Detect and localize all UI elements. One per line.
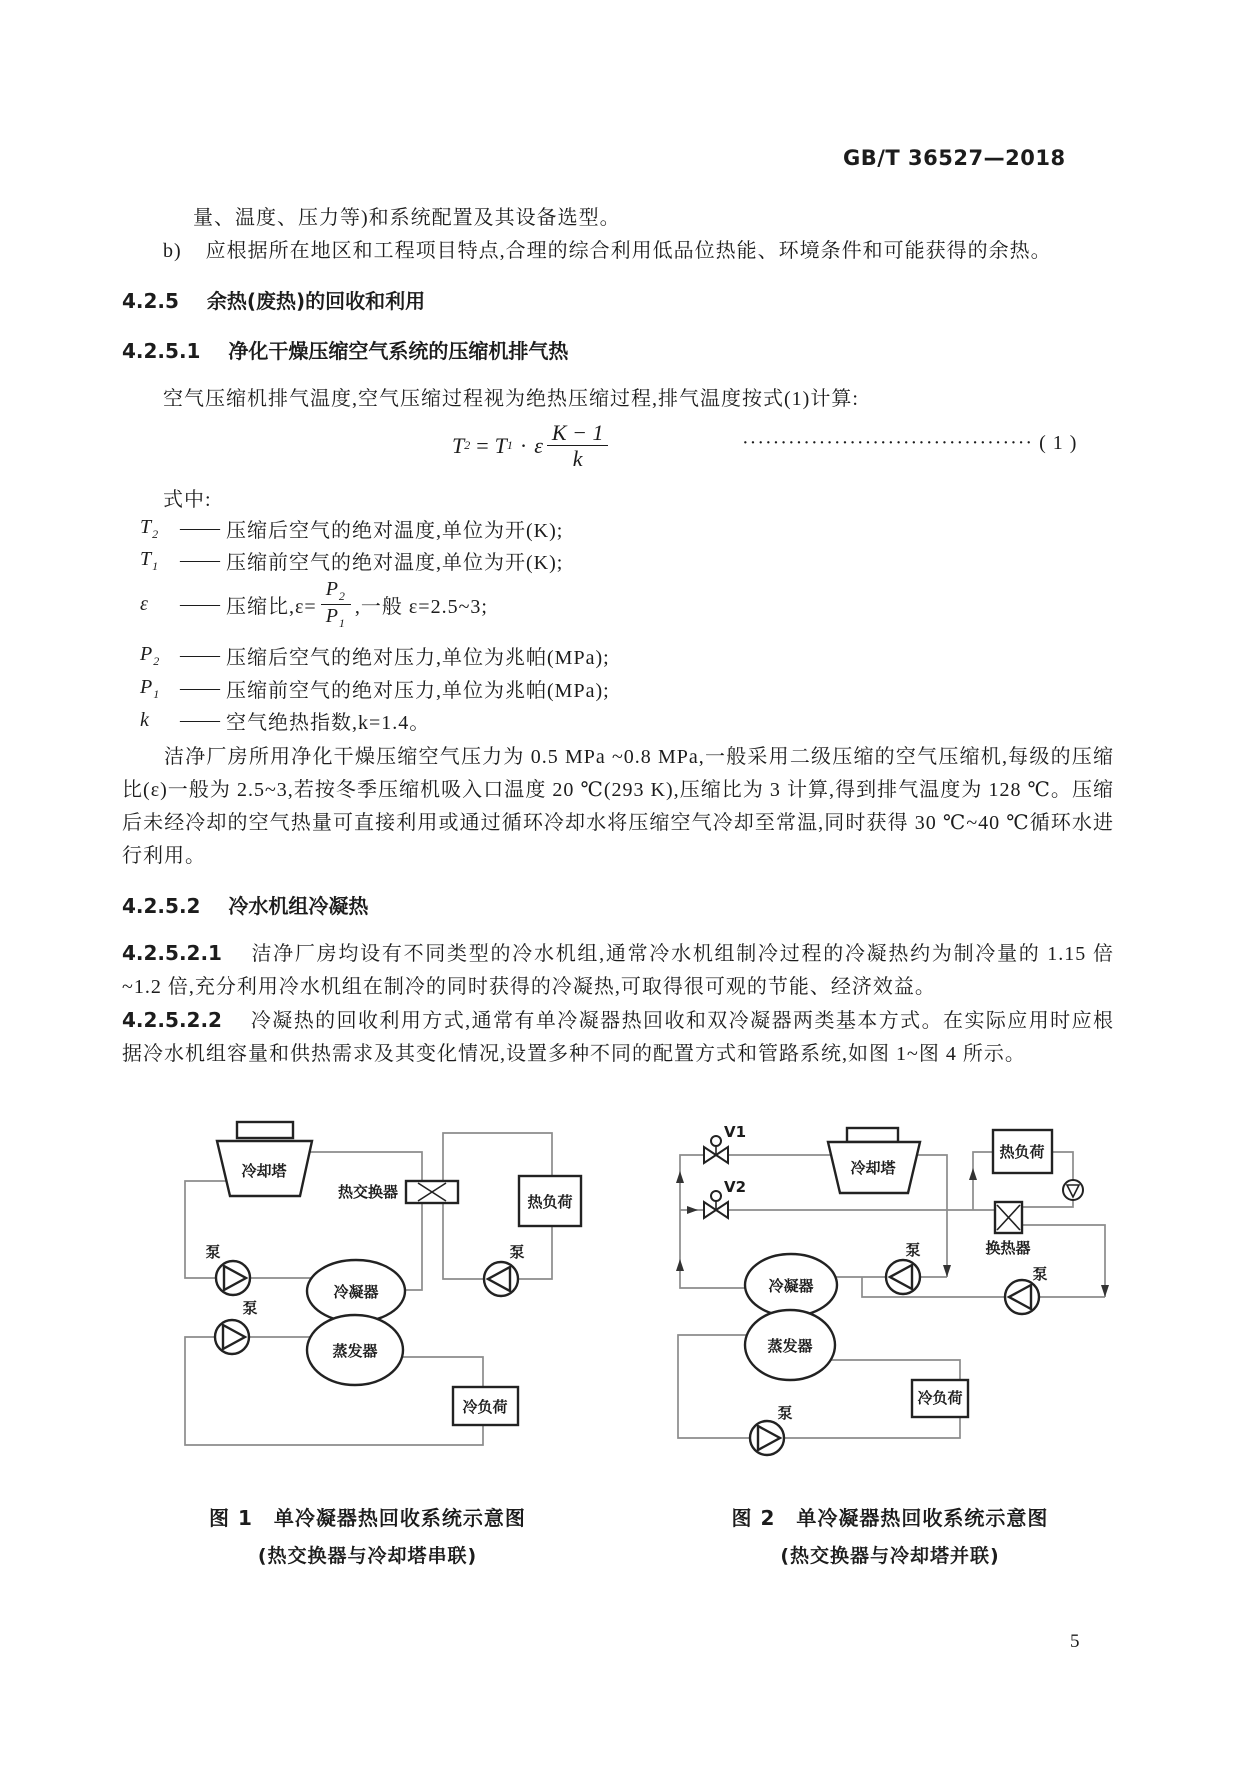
fig1-condenser-label: 冷凝器 — [333, 1283, 379, 1301]
heading-4-2-5-1 — [122, 335, 568, 364]
fig1-pump-label-3: 泵 — [509, 1243, 525, 1261]
fig2-pump-label-1: 泵 — [905, 1241, 921, 1259]
eq-operator: · — [519, 432, 528, 458]
fig1-pump-condenser-water — [205, 1243, 250, 1295]
clause-4-2-5-2-1-text: 洁净厂房均设有不同类型的冷水机组,通常冷水机组制冷过程的冷凝热约为制冷量的 1.15 倍~1.2 倍,充分利用冷水机组在制冷的同时获得的冷凝热,可取得很可观的节能、经济效益。 — [122, 943, 1115, 998]
clause-4-2-5-2-2-text: 冷凝热的回收利用方式,通常有单冷凝器热回收和双冷凝器两类基本方式。在实际应用时应根据冷水机组容量和供热需求及其变化情况,设置多种不同的配置方式和管路系统,如图 1~图 4 所示。 — [122, 1010, 1115, 1065]
heading-4-2-5-2 — [122, 890, 368, 919]
fig1-cooling-load — [453, 1387, 518, 1425]
fig2-heat-load — [993, 1130, 1052, 1173]
fig2-arrow-down-right — [1101, 1285, 1109, 1297]
list-item-b-text: 应根据所在地区和工程项目特点,合理的综合利用低品位热能、环境条件和可能获得的余热。 — [205, 240, 1052, 262]
eq-rhs: T — [494, 432, 507, 458]
eq-equals: = — [476, 432, 489, 458]
fig1-condenser — [307, 1260, 405, 1322]
heading-4-2-5-1-number: 4.2.5.1 — [122, 339, 201, 363]
fig2-valve-v2-label: V2 — [724, 1178, 747, 1196]
equation-dots: ······································ — [742, 432, 1034, 454]
fig2-pump-label-3: 泵 — [777, 1404, 793, 1422]
eq-fraction-numerator: K − 1 — [551, 420, 604, 445]
where-row-t2: $T_2$ —— 压缩后空气的绝对温度,单位为开(K); — [140, 515, 564, 542]
fig2-arrow-up-1 — [676, 1171, 684, 1183]
figure-1-diagram — [140, 1085, 600, 1480]
fig1-evaporator — [307, 1315, 403, 1385]
paragraph-compressed-air: 洁净厂房所用净化干燥压缩空气压力为 0.5 MPa ~0.8 MPa,一般采用二级压缩的空气压缩机,每级的压缩比(ε)一般为 2.5~3,若按冬季压缩机吸入口温度 20 ℃(293 K),压缩比为 3 计算,得到排气温度为 128 ℃。压缩后未经冷却的空气热量可直接利用或通过循环冷却水将压缩空气冷却至常温,同时获得 30 ℃~40 ℃循环水进行利用。 — [122, 746, 1114, 867]
fig1-heat-load — [519, 1176, 581, 1226]
clause-4-2-5-2-2-number: 4.2.5.2.2 — [122, 1008, 222, 1032]
formula-intro: 空气压缩机排气温度,空气压缩过程视为绝热压缩过程,排气温度按式(1)计算: — [163, 388, 859, 410]
fig2-pump-small — [1063, 1180, 1083, 1200]
fig1-cooling-tower-label: 冷却塔 — [241, 1162, 287, 1180]
heading-4-2-5 — [122, 285, 425, 314]
fig1-pipe-evap-coolload — [402, 1357, 483, 1387]
figure-1-caption: 图 1 单冷凝器热回收系统示意图 — [209, 1506, 526, 1530]
fig2-valve-v2 — [704, 1178, 746, 1218]
where-row-p1: $P_1$ —— 压缩前空气的绝对压力,单位为兆帕(MPa); — [140, 675, 610, 702]
fig2-cooling-tower-label: 冷却塔 — [850, 1159, 896, 1177]
fig2-heat-exchanger-label: 换热器 — [985, 1239, 1031, 1257]
figure-2-diagram — [620, 1085, 1160, 1485]
figure-1-subcaption: (热交换器与冷却塔串联) — [257, 1545, 478, 1567]
list-item-b-label: b) — [163, 240, 182, 262]
fig2-condenser-label: 冷凝器 — [768, 1277, 814, 1295]
eq-fraction-denominator: k — [547, 445, 609, 471]
clause-4-2-5-2-1-number: 4.2.5.2.1 — [122, 941, 222, 965]
fig2-pipe-tower-down — [917, 1155, 947, 1277]
fig1-cooling-load-label: 冷负荷 — [462, 1398, 508, 1416]
fig2-evaporator-label: 蒸发器 — [767, 1337, 813, 1355]
fig2-pump-chilled-water — [750, 1404, 793, 1455]
heading-4-2-5-number: 4.2.5 — [122, 289, 179, 313]
fig2-arrow-down-tower — [943, 1265, 951, 1277]
epsilon-fraction: $\frac{P_2}{P_1}$ — [321, 578, 351, 631]
fig2-condenser — [745, 1254, 837, 1316]
fig2-pipe-condenser-v1 — [680, 1155, 745, 1288]
equation-1: T 2 = T 1 · ε $\frac{K - 1}{k}$ — [452, 420, 612, 472]
where-label: 式中: — [163, 489, 212, 511]
eq-lhs: T — [452, 432, 465, 458]
page-number: 5 — [1070, 1631, 1080, 1652]
fig2-heat-load-label: 热负荷 — [999, 1143, 1045, 1161]
fig2-pump-label-2: 泵 — [1032, 1265, 1048, 1283]
heading-4-2-5-2-title: 冷水机组冷凝热 — [228, 894, 369, 918]
list-item-b — [163, 234, 1123, 263]
heading-4-2-5-1-title: 净化干燥压缩空气系统的压缩机排气热 — [228, 339, 569, 363]
fig1-pump-label-2: 泵 — [242, 1299, 258, 1317]
fig2-pump-heat-recovery — [1005, 1265, 1048, 1314]
fig1-pump-chilled-water — [215, 1299, 258, 1354]
fig2-valve-v1-label: V1 — [724, 1123, 747, 1141]
paragraph-4-2-5-2-1 — [122, 937, 1114, 1004]
fig2-pipe-hx-heatload — [973, 1152, 993, 1210]
heading-4-2-5-title: 余热(废热)的回收和利用 — [206, 289, 426, 313]
where-row-p2: $P_2$ —— 压缩后空气的绝对压力,单位为兆帕(MPa); — [140, 642, 610, 669]
fig1-evaporator-label: 蒸发器 — [332, 1342, 378, 1360]
fig2-arrow-up-heatload — [969, 1168, 977, 1180]
fig2-arrow-right — [687, 1206, 698, 1214]
equation-number: ( 1 ) — [1039, 432, 1078, 454]
fig1-pump-label-1: 泵 — [205, 1243, 221, 1261]
fig2-valve-v1 — [704, 1123, 746, 1163]
fig2-arrow-up-2 — [676, 1259, 684, 1271]
fig2-cooling-load — [912, 1380, 968, 1417]
fig1-heat-load-label: 热负荷 — [527, 1193, 573, 1211]
fig2-pipe-evap-coolload — [831, 1360, 960, 1380]
eq-epsilon: ε — [534, 432, 543, 458]
standard-code-header: GB/T 36527—2018 — [843, 146, 1066, 170]
fig2-cooling-load-label: 冷负荷 — [917, 1389, 963, 1407]
heading-4-2-5-2-number: 4.2.5.2 — [122, 894, 201, 918]
eq-fraction — [547, 420, 609, 472]
figure-2-subcaption: (热交换器与冷却塔并联) — [780, 1545, 1000, 1567]
fig1-heat-exchanger — [406, 1181, 458, 1203]
fig1-pipe-hx-heatload — [443, 1133, 552, 1181]
fig2-evaporator — [745, 1310, 835, 1380]
list-continuation-line: 量、温度、压力等)和系统配置及其设备选型。 — [193, 207, 621, 229]
figure-2-caption: 图 2 单冷凝器热回收系统示意图 — [731, 1506, 1049, 1530]
fig1-cooling-tower — [217, 1122, 312, 1196]
fig2-pump-condenser-water — [886, 1241, 921, 1294]
fig2-cooling-tower — [828, 1128, 920, 1193]
paragraph-4-2-5-2-2 — [122, 1004, 1114, 1071]
equation-leader — [742, 432, 1077, 455]
fig1-pump-heat-recovery — [484, 1243, 525, 1296]
fig1-heat-exchanger-label: 热交换器 — [337, 1183, 398, 1201]
where-row-t1: $T_1$ —— 压缩前空气的绝对温度,单位为开(K); — [140, 547, 564, 574]
where-row-epsilon: ε —— 压缩比,ε= $\frac{P_2}{P_1}$ ,一般 ε=2.5~3; — [140, 577, 488, 630]
where-row-k: k —— 空气绝热指数,k=1.4。 — [140, 709, 431, 734]
